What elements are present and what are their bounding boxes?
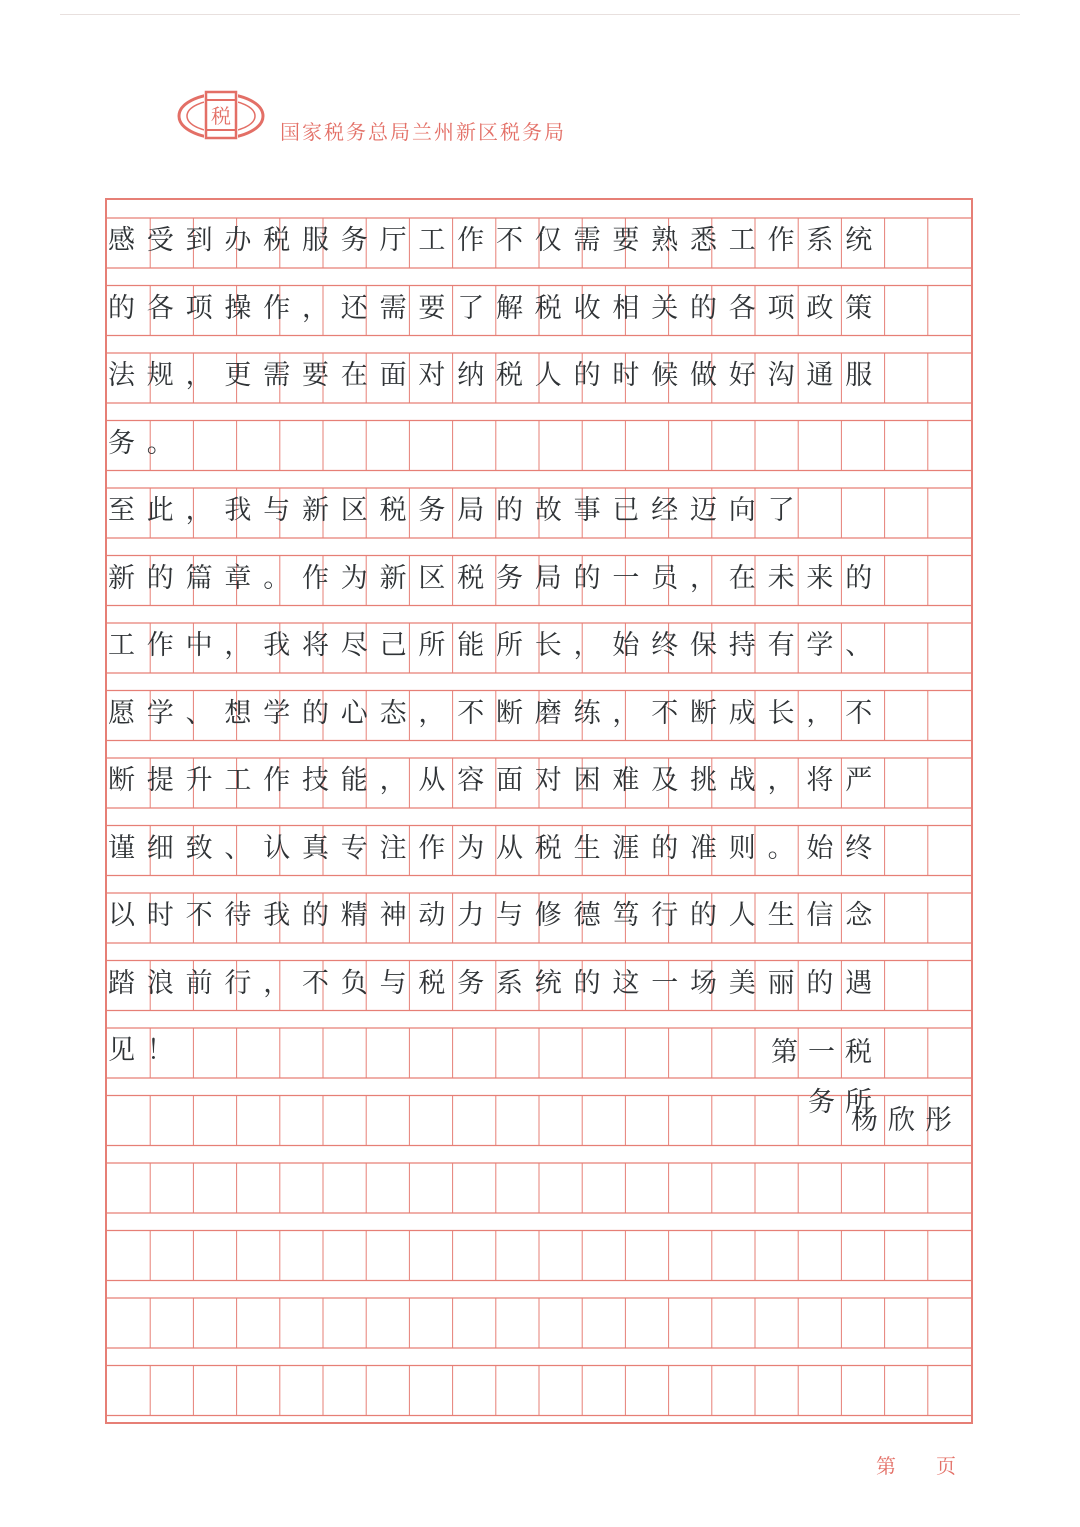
essay-line: 工作中，我将尽己所能所长，始终保持有学、 xyxy=(108,630,884,661)
essay-line: 谨细致、认真专注作为从税生涯的准则。始终 xyxy=(108,832,884,864)
page-label-left: 第 xyxy=(876,1454,896,1478)
logo-glyph: 税 xyxy=(211,104,231,128)
letterhead xyxy=(176,86,736,150)
tax-bureau-logo xyxy=(176,86,266,146)
signature-unit: 第一税务所 xyxy=(771,1037,882,1118)
essay-line: 见！ xyxy=(108,1035,186,1066)
essay-line: 以时不待我的精神动力与修德笃行的人生信念 xyxy=(108,900,884,931)
essay-line: 务。 xyxy=(108,427,186,459)
essay-line: 断提升工作技能，从容面对困难及挑战，将严 xyxy=(108,765,884,796)
top-rule xyxy=(60,14,1020,15)
essay-line: 的各项操作，还需要了解税收相关的各项政策 xyxy=(108,292,884,324)
signature-name: 杨欣彤 xyxy=(851,1105,962,1136)
essay-line: 新的篇章。作为新区税务局的一员，在未来的 xyxy=(108,562,884,594)
essay-line: 愿学、想学的心态，不断磨练，不断成长，不 xyxy=(108,697,884,729)
page-label-right: 页 xyxy=(936,1454,956,1478)
essay-line: 至此，我与新区税务局的故事已经迈向了 xyxy=(108,495,807,526)
essay-line: 感受到办税服务厅工作不仅需要熟悉工作系统 xyxy=(108,225,884,256)
essay-line: 踏浪前行，不负与税务系统的这一场美丽的遇 xyxy=(108,967,884,999)
org-name: 国家税务总局兰州新区税务局 xyxy=(280,120,566,144)
essay-line: 法规，更需要在面对纳税人的时候做好沟通服 xyxy=(108,360,884,391)
